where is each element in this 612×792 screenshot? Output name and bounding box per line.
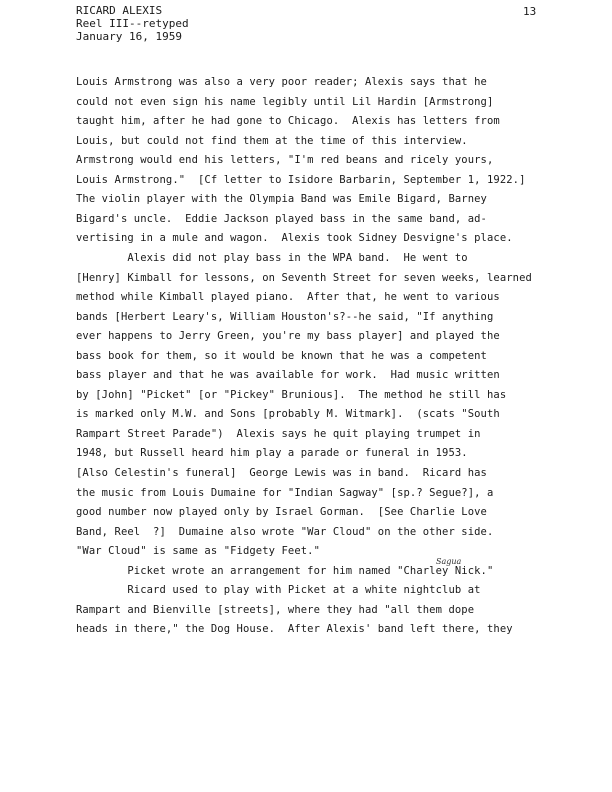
header-reel: Reel III--retyped [76,17,189,30]
text-line: Louis Armstrong." [Cf letter to Isidore Barbarin, September 1, 1922.] [76,173,526,186]
text-line: Louis Armstrong was also a very poor reader; Alexis says that he [76,76,487,88]
page-number: 13 [523,5,537,18]
text-line: ever happens to Jerry Green, you're my bass player] and played the [76,330,500,343]
text-line: is marked only M.W. and Sons [probably M. Witmark]. (scats "South [76,408,500,421]
text-line: Rampart and Bienville [streets], where they had "all them dope [76,603,475,616]
text-line: bass book for them, so it would be known that he was a competent [76,349,487,362]
text-line: Louis, but could not find them at the time of this interview. [76,134,468,147]
text-line: heads in there," the Dog House. After Alexis' band left there, they [76,623,513,636]
text-line: Bigard's uncle. Eddie Jackson played bass in the same band, ad- [76,212,487,225]
text-line: [Also Celestin's funeral] George Lewis was in band. Ricard has [76,467,487,479]
text-line: could not even sign his name legibly until Lil Hardin [Armstrong] [76,95,494,108]
text-line: Band, Reel ?] Dumaine also wrote "War Cloud" on the other side. [76,525,494,538]
header-name: RICARD ALEXIS [76,4,163,17]
text-line: taught him, after he had gone to Chicago. Alexis has letters from [76,115,500,128]
text-line: Rampart Street Parade") Alexis says he quit playing trumpet in [76,427,481,440]
text-line: good number now played only by Israel Gorman. [See Charlie Love [76,506,487,519]
text-line: by [John] "Picket" [or "Pickey" Brunious]. The method he still has [76,388,507,401]
handwritten-annotation: Sagua [436,557,462,566]
text-line: "War Cloud" is same as "Fidgety Feet." [76,545,321,558]
text-line: Alexis did not play bass in the WPA band. He went to [76,251,468,264]
text-line: method while Kimball played piano. After that, he went to various [76,291,500,304]
text-line: Armstrong would end his letters, "I'm red beans and ricely yours, [76,154,494,167]
header-date: January 16, 1959 [76,30,182,43]
text-line: Ricard used to play with Picket at a white nightclub at [76,584,481,597]
text-line: 1948, but Russell heard him play a parade or funeral in 1953. [76,447,468,460]
text-line: vertising in a mule and wagon. Alexis took Sidney Desvigne's place. [76,232,513,245]
text-line: Picket wrote an arrangement for him named "Charley Nick." [76,564,494,577]
text-line: [Henry] Kimball for lessons, on Seventh Street for seven weeks, learned [76,271,532,284]
page-header [76,4,189,43]
text-line: bands [Herbert Leary's, William Houston's?--he said, "If anything [76,310,494,323]
text-line: The violin player with the Olympia Band was Emile Bigard, Barney [76,193,487,206]
text-line: the music from Louis Dumaine for "Indian Sagway" [sp.? Segue?], a [76,486,494,499]
text-line: bass player and that he was available for work. Had music written [76,369,500,382]
